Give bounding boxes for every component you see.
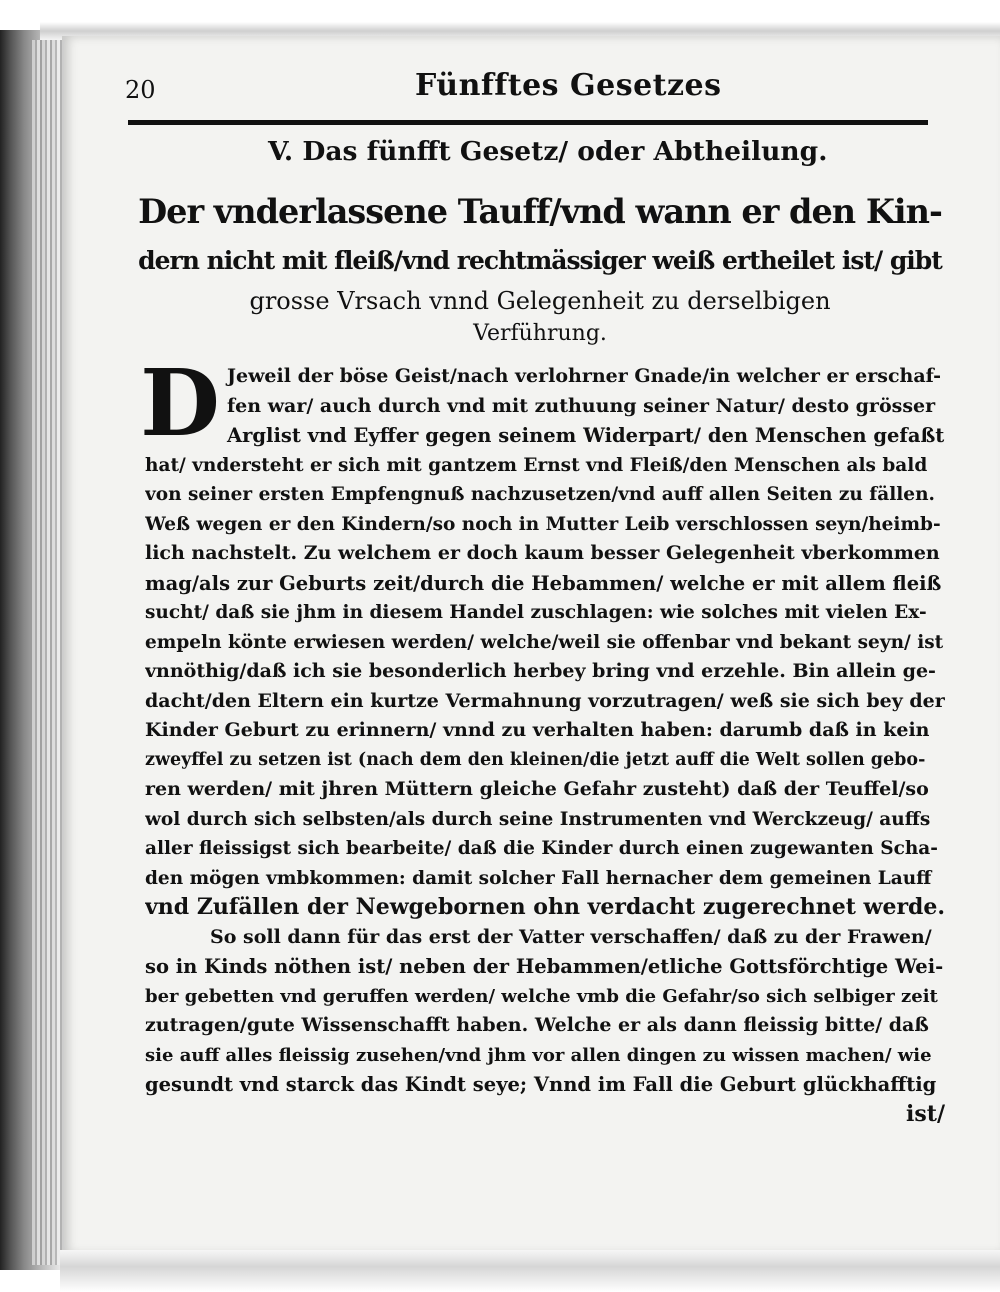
paragraph: [145, 362, 945, 923]
running-head: Fünfftes Gesetzes: [415, 68, 722, 103]
paragraph: [145, 923, 945, 1130]
drop-cap: D: [140, 349, 220, 457]
text-line: von seiner ersten Empfengnuß nachzusetzen/vnd auff allen Seiten zu fällen.: [145, 484, 935, 505]
catchword: ist/: [906, 1100, 945, 1127]
text-line: vnd Zufällen der Newgebornen ohn verdacht zugerechnet werde.: [145, 894, 945, 920]
text-line: empeln könte erwiesen werden/ welche/weil sie offenbar vnd bekant seyn/ ist: [145, 631, 944, 653]
header-rule: [128, 120, 928, 125]
title-line: Der vnderlassene Tauff/vnd wann er den Kin-: [138, 192, 942, 231]
text-line: Weß wegen er den Kindern/so noch in Mutter Leib verschlossen seyn/heimb-: [145, 513, 941, 535]
text-line: sie auff alles fleissig zusehen/vnd jhm vor allen dingen zu wissen machen/ wie: [145, 1044, 932, 1066]
text-line: sucht/ daß sie jhm in diesem Handel zuschlagen: wie solches mit vielen Ex-: [145, 602, 927, 623]
text-line: den mögen vmbkommen: damit solcher Fall hernacher dem gemeinen Lauff: [145, 867, 932, 889]
text-line: Arglist vnd Eyffer gegen seinem Widerpart/ den Menschen gefaßt: [227, 424, 945, 447]
text-line: mag/als zur Geburts zeit/durch die Hebammen/ welche er mit allem fleiß: [145, 571, 942, 595]
text-line: zweyffel zu setzen ist (nach dem den kleinen/die jetzt auff die Welt sollen gebo-: [145, 749, 926, 770]
text-line: Kinder Geburt zu erinnern/ vnnd zu verhalten haben: darumb daß in kein: [145, 719, 930, 741]
title-line: Verführung.: [473, 321, 607, 346]
page-number: 20: [125, 76, 156, 104]
text-line: lich nachstelt. Zu welchem er doch kaum besser Gelegenheit vberkommen: [145, 542, 940, 564]
text-line: wol durch sich selbsten/als durch seine Instrumenten vnd Werckzeug/ auffs: [145, 808, 931, 830]
text-line: vnnöthig/daß ich sie besonderlich herbey bring vnd erzehle. Bin allein ge-: [145, 660, 936, 682]
text-line: ren werden/ mit jhren Müttern gleiche Gefahr zusteht) daß der Teuffel/so: [145, 778, 929, 800]
text-line: hat/ vndersteht er sich mit gantzem Ernst vnd Fleiß/den Menschen als bald: [145, 454, 928, 476]
title-line: grosse Vrsach vnnd Gelegenheit zu derselbigen: [249, 287, 831, 315]
section-title: [135, 185, 945, 349]
body-text: [145, 362, 945, 1129]
title-line: dern nicht mit fleiß/vnd rechtmässiger weiß ertheilet ist/ gibt: [138, 246, 942, 275]
text-line: so in Kinds nöthen ist/ neben der Hebammen/etliche Gottsförchtige Wei-: [145, 955, 944, 978]
text-line: Jeweil der böse Geist/nach verlohrner Gnade/in welcher er erschaf-: [227, 365, 942, 387]
text-line: ber gebetten vnd geruffen werden/ welche vmb die Gefahr/so sich selbiger zeit: [145, 985, 938, 1007]
text-line: gesundt vnd starck das Kindt seye; Vnnd im Fall die Geburt glückhafftig: [145, 1073, 937, 1096]
text-line: aller fleissigst sich bearbeite/ daß die Kinder durch einen zugewanten Scha-: [145, 838, 938, 859]
text-line: So soll dann für das erst der Vatter verschaffen/ daß zu der Frawen/: [210, 925, 932, 948]
text-line: zutragen/gute Wissenschafft haben. Welche er als dann fleissig bitte/ daß: [145, 1014, 929, 1036]
text-line: dacht/den Eltern ein kurtze Vermahnung vorzutragen/ weß sie sich bey der: [145, 689, 945, 712]
text-line: fen war/ auch durch vnd mit zuthuung seiner Natur/ desto grösser: [227, 394, 936, 417]
page-header: [125, 68, 940, 108]
chapter-heading: V. Das fünfft Gesetz/ oder Abtheilung.: [268, 136, 828, 167]
scan-bottom-edge: [60, 1250, 1000, 1292]
